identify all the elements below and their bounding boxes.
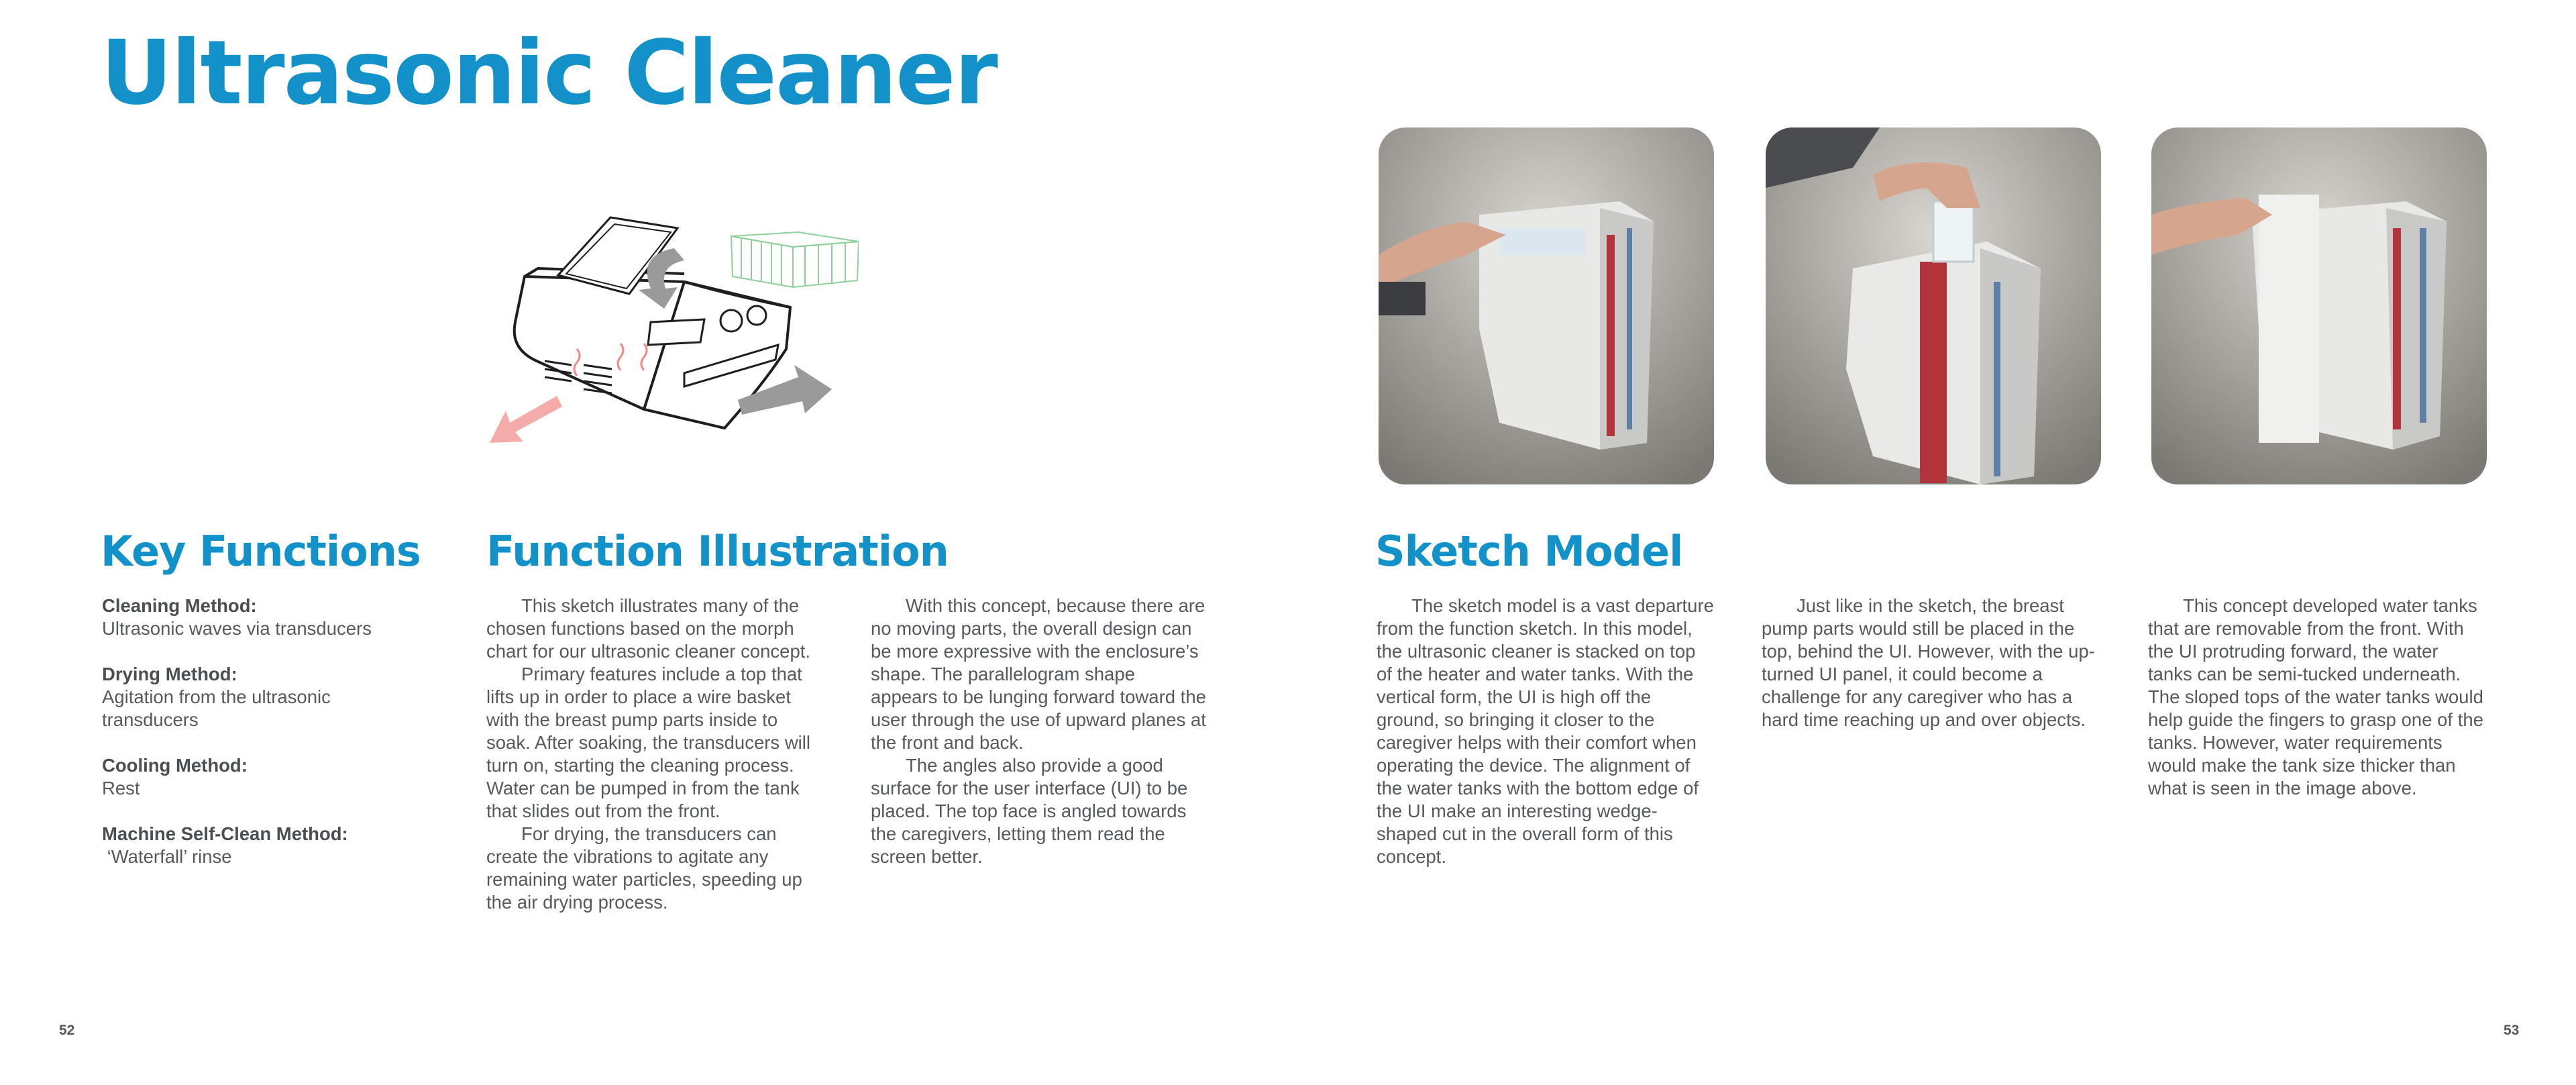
sketch-model-col1: The sketch model is a vast departure from the function sketch. In this model, the ultrasonic cleaner is stacked on top of the heater and water tanks. With the vertical form, the UI is high off the ground, so bringing it closer to the caregiver helps with their comfort when operating the device. The alignment of the water tanks with the bottom edge of the UI make an interesting wedge-shaped cut in the overall form of this concept.	[1377, 595, 1714, 867]
function-sketch	[483, 201, 859, 460]
page-title: Ultrasonic Cleaner	[101, 21, 997, 125]
sketch-model-col2: Just like in the sketch, the breast pump parts would still be placed in the top, behind the UI. However, with the up-turned UI panel, it could become a challenge for any caregiver who has a hard time reaching up and over objects.	[1762, 595, 2095, 730]
function-illustration-heading: Function Illustration	[486, 527, 949, 576]
function-illustration-col1: This sketch illustrates many of the chosen functions based on the morph chart for our ultrasonic cleaner concept. Primary features include a top that lifts up in order to place a wire basket with the breast pump parts inside to soak. After soaking, the transducers will turn on, starting the cleaning process. Water can be pumped in from the tank that slides out from the front. For drying, the transducers can create the vibrations to agitate any remaining water particles, speeding up the air drying process.	[486, 595, 811, 913]
key-function-drying: Drying Method: Agitation from the ultrasonic transducers	[102, 664, 331, 730]
function-illustration-col2: With this concept, because there are no moving parts, the overall design can be more expressive with the enclosure’s shape. The parallelogram shape appears to be lunging forward toward the user through the use of upward planes at the front and back. The angles also provide a good surface for the user interface (UI) to be placed. The top face is angled towards the caregivers, letting them read the screen better.	[871, 595, 1206, 867]
key-function-self-clean: Machine Self-Clean Method: ‘Waterfall’ rinse	[102, 823, 348, 867]
key-function-cleaning: Cleaning Method: Ultrasonic waves via transducers	[102, 595, 372, 639]
key-function-cooling: Cooling Method: Rest	[102, 755, 248, 798]
sketch-model-photo-front	[1379, 127, 1714, 484]
sketch-model-col3: This concept developed water tanks that are removable from the front. With the UI protruding forward, the water tanks can be semi-tucked underneath. The sloped tops of the water tanks would help guide the fingers to grasp one of the tanks. However, water requirements would make the tank size thicker than what is seen in the image above.	[2148, 595, 2483, 798]
sketch-model-heading: Sketch Model	[1375, 527, 1683, 576]
air-out-arrow	[490, 396, 562, 443]
key-functions-list	[102, 595, 424, 891]
page-number-right: 53	[2504, 1023, 2520, 1038]
sketch-model-photo-top	[1766, 127, 2101, 484]
wire-basket-sketch	[731, 232, 859, 287]
page-number-left: 52	[59, 1023, 75, 1038]
sketch-model-photo-tank	[2151, 127, 2487, 484]
key-functions-heading: Key Functions	[101, 527, 421, 576]
